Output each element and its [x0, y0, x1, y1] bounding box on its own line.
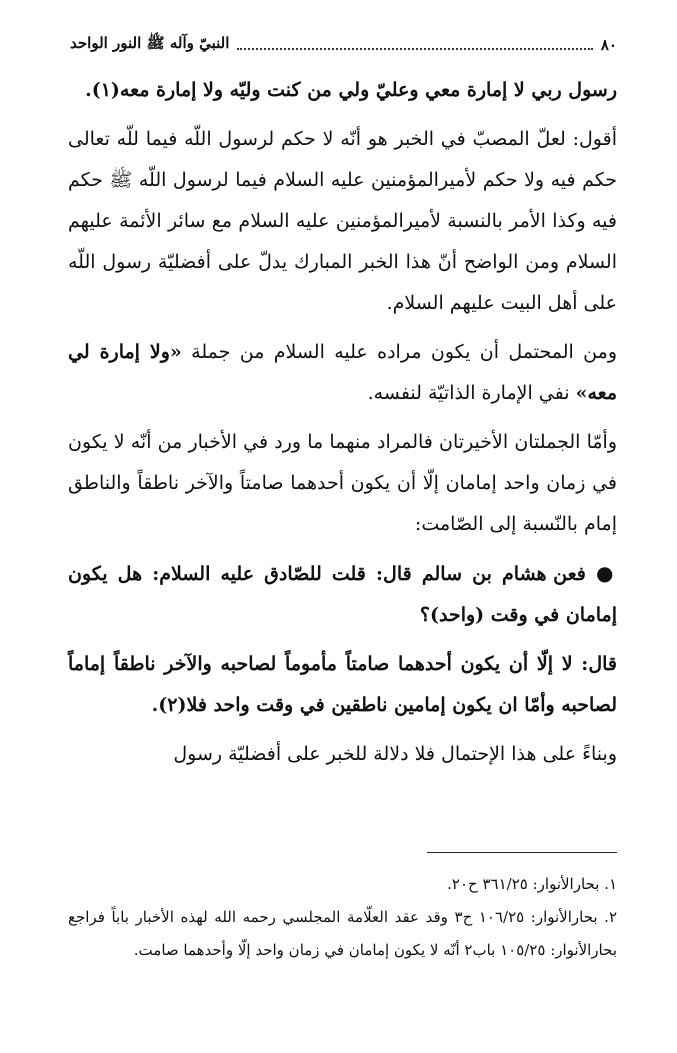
paragraph-3-after: نفي الإمارة الذاتيّة لنفسه. [367, 382, 576, 404]
paragraph-6: قال: لا إلّا أن يكون أحدهما صامتاً مأموماً لصاحبه والآخر ناطقاً إماماً لصاحبه وأمّا ان يكون إمامين ناطقين في وقت واحد فلا(٢). [68, 653, 617, 716]
running-title: النبيّ وآله ﷺ النور الواحد [70, 34, 230, 52]
paragraph-4: وأمّا الجملتان الأخيرتان فالمراد منهما ما ورد في الأخبار من أنّه لا يكون في زمان واحد إمامان إلّا أن يكون أحدهما صامتاً والآخر ناطقاً والناطق إمام بالنّسبة إلى الصّامت: [68, 431, 617, 535]
footnote-1: ١. بحارالأنوار: ٣٦١/٢٥ ح٢٠. [447, 875, 617, 893]
paragraph-2: أقول: لعلّ المصبّ في الخبر هو أنّه لا حكم لرسول اللّه فيما للّه تعالى حكم فيه ولا حكم لأميرالمؤمنين عليه السلام فيما لرسول اللّه ﷺ حكم فيه وكذا الأمر بالنسبة لأميرالمؤمنين عليه السلام مع سائر الأئمة عليهم السلام ومن الواضح أنّ هذا الخبر المبارك يدلّ على أفضليّة رسول اللّه على أهل البيت عليهم السلام. [68, 128, 617, 314]
paragraph-7: وبناءً على هذا الإحتمال فلا دلالة للخبر على أفضليّة رسول [173, 743, 617, 765]
bullet-marker: ● [596, 561, 617, 585]
footnotes [68, 868, 617, 967]
footnote-2: ٢. بحارالأنوار: ١٠٦/٢٥ ح٣ وقد عقد العلّامة المجلسي رحمه الله لهذه الأخبار باباً فراجع بحارالأنوار: ١٠٥/٢٥ باب٢ أنّه لا يكون إمامان في زمان واحد إلّا وأحدهما صامت. [68, 908, 617, 959]
body-text [68, 70, 617, 783]
paragraph-3-quote: «ولا إمارة لي معه» [68, 341, 617, 404]
paragraph-3-before: ومن المحتمل أن يكون مراده عليه السلام من جملة [181, 341, 617, 363]
paragraph-5-text: فعن هشام بن سالم قال: قلت للصّادق عليه السلام: هل يكون إمامان في وقت (واحد)؟ [68, 563, 617, 626]
paragraph-3 [68, 332, 617, 414]
paragraph-1: رسول ربي لا إمارة معي وعليّ ولي من كنت وليّه ولا إمارة معه(١). [85, 79, 617, 101]
page-number: ٨٠ [600, 36, 617, 54]
paragraph-5 [68, 553, 617, 636]
footnote-separator [427, 852, 617, 853]
page-header [70, 30, 617, 60]
header-dotted-leader [237, 48, 592, 50]
